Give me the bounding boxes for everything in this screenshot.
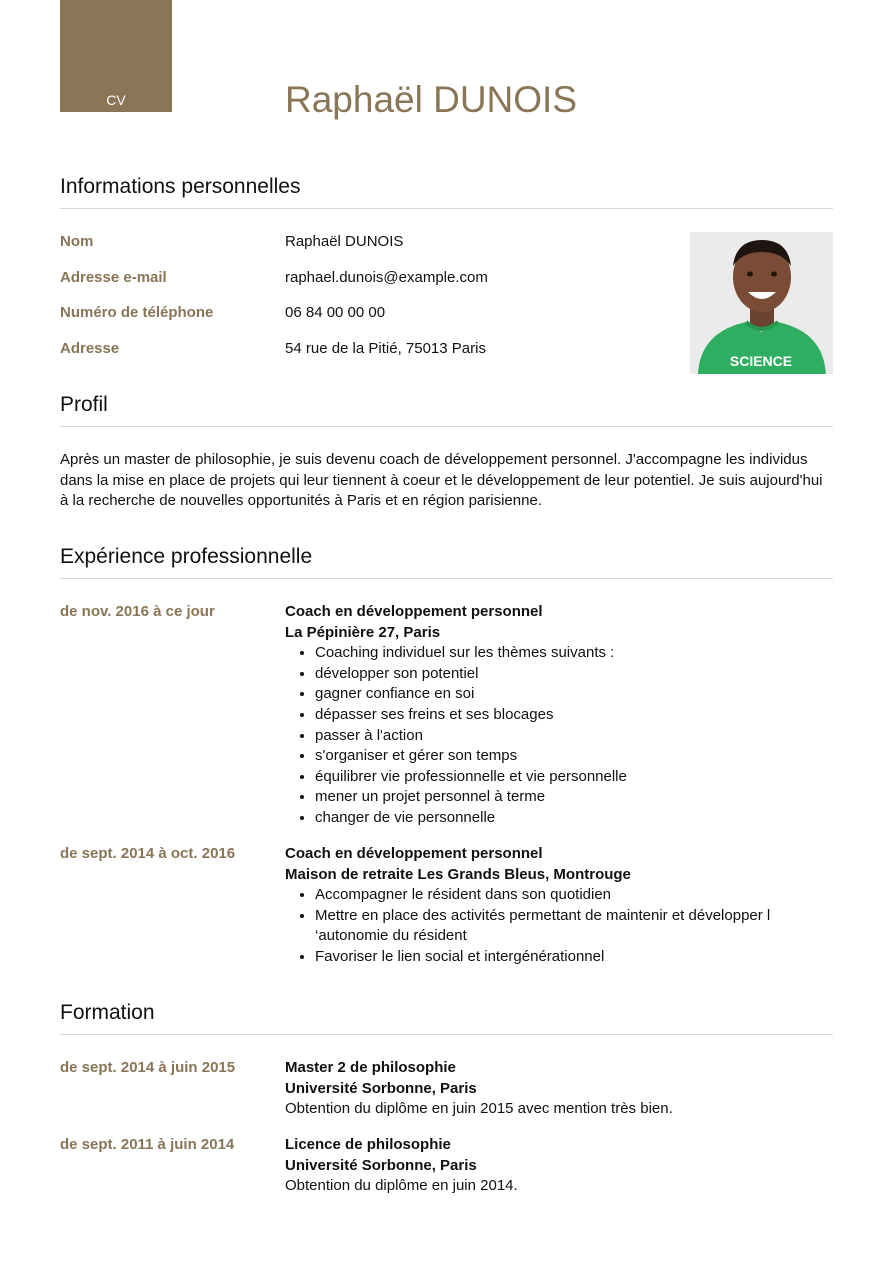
profile-summary: Après un master de philosophie, je suis devenu coach de développement personnel. J'accompagne les individus dans la mise en place de projets qui leur tiennent à coeur et le développement de leur potentiel. Je suis aujourd'hui à la recherche de nouvelles opportunités à Paris et en région parisienne. xyxy=(60,451,823,509)
bullet-item: • s'organiser et gérer son temps xyxy=(315,746,833,767)
experience-entry xyxy=(285,844,833,968)
bullet-item: • Coaching individuel sur les thèmes suivants : xyxy=(315,643,833,664)
bullet-item: • dépasser ses freins et ses blocages xyxy=(315,705,833,726)
education-dates: de sept. 2011 à juin 2014 xyxy=(60,1136,235,1153)
education-degree: Master 2 de philosophie xyxy=(285,1059,456,1076)
education-school: Université Sorbonne, Paris xyxy=(285,1156,477,1174)
experience-role: Coach en développement personnel xyxy=(285,845,543,862)
experience-organization: Maison de retraite Les Grands Bleus, Montrouge xyxy=(285,865,631,883)
profile-photo-illustration xyxy=(690,232,833,374)
experience-entry xyxy=(285,602,833,829)
section-title-education: Formation xyxy=(60,1000,833,1035)
education-note: Obtention du diplôme en juin 2014. xyxy=(285,1177,518,1195)
cv-badge xyxy=(60,0,172,112)
profile-photo xyxy=(690,232,833,374)
bullet-item: • gagner confiance en soi xyxy=(315,684,833,705)
cv-badge-label: CV xyxy=(106,92,126,108)
field-value-email: raphael.dunois@example.com xyxy=(285,269,488,286)
bullet-item: • développer son potentiel xyxy=(315,664,833,685)
bullet-item: • passer à l'action xyxy=(315,726,833,747)
field-value-phone: 06 84 00 00 00 xyxy=(285,304,386,321)
field-value-address: 54 rue de la Pitié, 75013 Paris xyxy=(285,340,486,357)
bullet-item: • Accompagner le résident dans son quotidien xyxy=(315,885,833,906)
bullet-item: • Favoriser le lien social et intergénérationnel xyxy=(315,947,833,968)
experience-organization: La Pépinière 27, Paris xyxy=(285,623,441,641)
field-label-address: Adresse xyxy=(60,340,120,357)
section-title-experience: Expérience professionnelle xyxy=(60,544,833,579)
education-entry xyxy=(285,1135,833,1197)
field-label-name: Nom xyxy=(60,233,94,250)
education-note: Obtention du diplôme en juin 2015 avec mention très bien. xyxy=(285,1100,673,1118)
field-label-phone: Numéro de téléphone xyxy=(60,304,214,321)
experience-bullets xyxy=(285,885,833,967)
education-school: Université Sorbonne, Paris xyxy=(285,1079,477,1097)
field-label-email: Adresse e-mail xyxy=(60,269,167,286)
candidate-name: Raphaël DUNOIS xyxy=(285,79,578,120)
section-title-profile: Profil xyxy=(60,392,833,427)
photo-shirt-text: SCIENCE xyxy=(729,353,793,369)
bullet-item: • Mettre en place des activités permettant de maintenir et développer l ‘autonomie du résident xyxy=(315,906,833,947)
field-value-name: Raphaël DUNOIS xyxy=(285,233,404,250)
education-entry xyxy=(285,1058,833,1120)
experience-dates: de sept. 2014 à oct. 2016 xyxy=(60,845,236,862)
experience-bullets xyxy=(285,643,833,828)
bullet-item: • équilibrer vie professionnelle et vie personnelle xyxy=(315,767,833,788)
bullet-item: • mener un projet personnel à terme xyxy=(315,787,833,808)
experience-role: Coach en développement personnel xyxy=(285,603,543,620)
section-title-personal: Informations personnelles xyxy=(60,174,833,209)
education-dates: de sept. 2014 à juin 2015 xyxy=(60,1059,236,1076)
experience-dates: de nov. 2016 à ce jour xyxy=(60,603,215,620)
bullet-item: • changer de vie personnelle xyxy=(315,808,833,829)
education-degree: Licence de philosophie xyxy=(285,1136,451,1153)
